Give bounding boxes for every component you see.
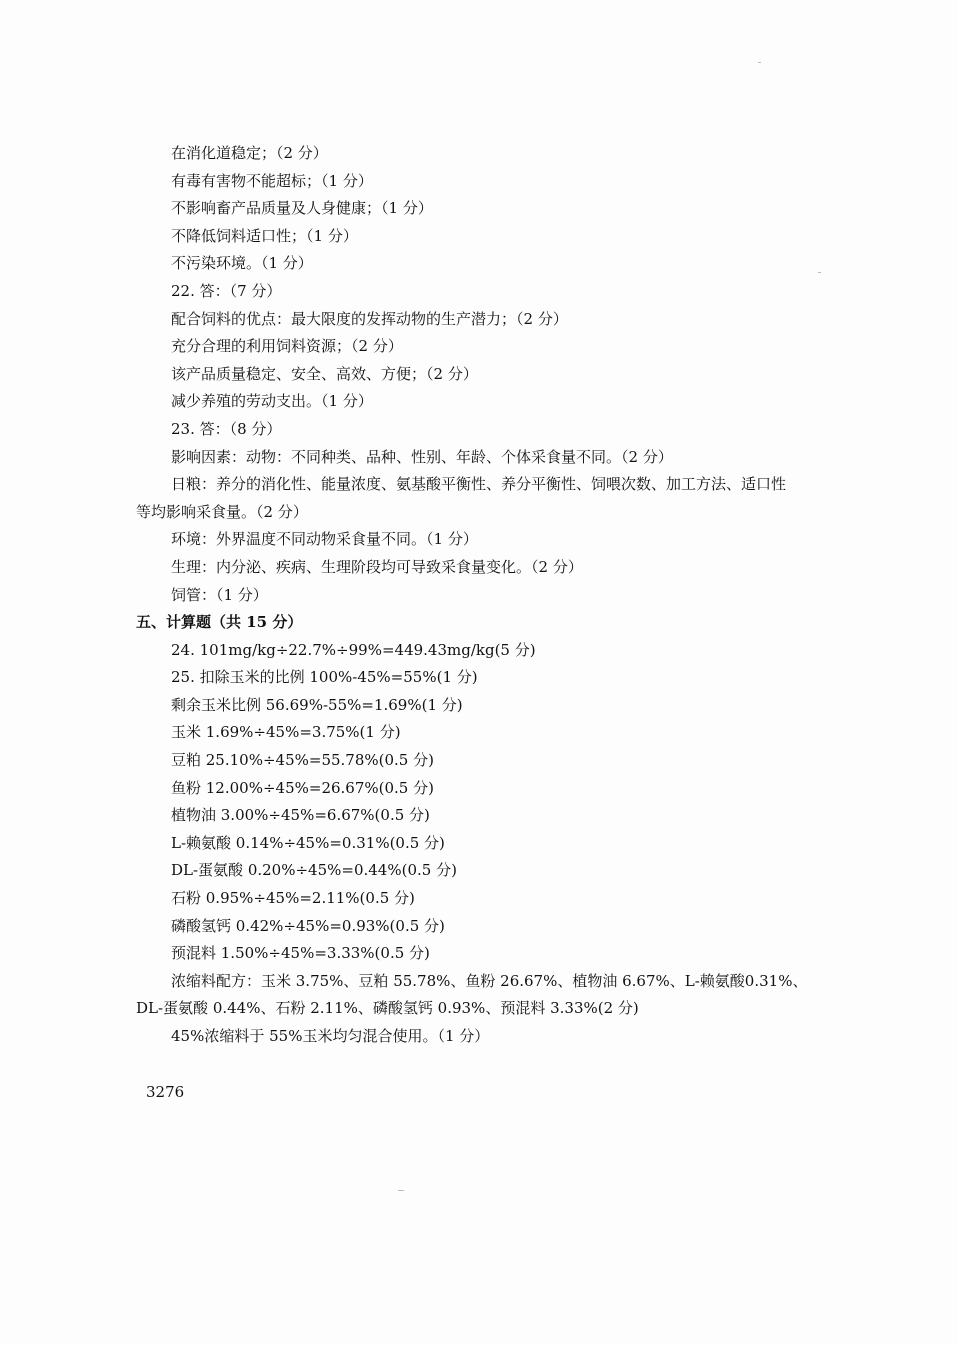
text-line: 不污染环境。（1 分） xyxy=(171,254,313,273)
text-line: 不影响畜产品质量及人身健康；（1 分） xyxy=(171,199,433,218)
page-number: 3276 xyxy=(146,1083,185,1101)
text-line: 鱼粉 12.00%÷45%=26.67%(0.5 分) xyxy=(171,778,434,797)
text-line-continuation: DL-蛋氨酸 0.44%、石粉 2.11%、磷酸氢钙 0.93%、预混料 3.33%(2 分) xyxy=(136,999,639,1018)
text-line: 25. 扣除玉米的比例 100%-45%=55%(1 分) xyxy=(171,668,478,687)
text-line-continuation: 等均影响采食量。（2 分） xyxy=(136,502,308,521)
scan-speck xyxy=(818,272,821,273)
text-line: 浓缩料配方：玉米 3.75%、豆粕 55.78%、鱼粉 26.67%、植物油 6.67%、L-赖氨酸0.31%、 xyxy=(171,971,808,990)
text-line: 有毒有害物不能超标；（1 分） xyxy=(171,171,373,190)
text-line: 45%浓缩料于 55%玉米均匀混合使用。（1 分） xyxy=(171,1027,490,1045)
text-line: 影响因素：动物：不同种类、品种、性别、年龄、个体采食量不同。（2 分） xyxy=(171,447,673,466)
text-line: 剩余玉米比例 56.69%-55%=1.69%(1 分) xyxy=(171,695,463,714)
answer-heading: 23. 答：（8 分） xyxy=(171,419,282,438)
text-line: 石粉 0.95%÷45%=2.11%(0.5 分) xyxy=(171,889,415,908)
text-line: 玉米 1.69%÷45%=3.75%(1 分) xyxy=(171,723,401,742)
text-line: 减少养殖的劳动支出。（1 分） xyxy=(171,392,373,411)
text-line: 24. 101mg/kg÷22.7%÷99%=449.43mg/kg(5 分) xyxy=(171,640,536,659)
text-line: 在消化道稳定；（2 分） xyxy=(171,144,328,162)
text-line: 磷酸氢钙 0.42%÷45%=0.93%(0.5 分) xyxy=(171,916,445,935)
scan-speck xyxy=(758,62,761,63)
text-line: DL-蛋氨酸 0.20%÷45%=0.44%(0.5 分) xyxy=(171,861,457,880)
text-line: 豆粕 25.10%÷45%=55.78%(0.5 分) xyxy=(171,751,434,770)
scan-speck xyxy=(398,1190,404,1191)
answer-heading: 22. 答：（7 分） xyxy=(171,281,282,300)
text-line: 充分合理的利用饲料资源；（2 分） xyxy=(171,337,403,356)
text-line: 日粮：养分的消化性、能量浓度、氨基酸平衡性、养分平衡性、饲喂次数、加工方法、适口性 xyxy=(171,475,787,494)
text-line: 预混料 1.50%÷45%=3.33%(0.5 分) xyxy=(171,944,430,963)
text-line: 环境：外界温度不同动物采食量不同。（1 分） xyxy=(171,530,478,549)
text-line: 饲管：（1 分） xyxy=(171,585,268,604)
document-body xyxy=(0,140,958,1051)
text-line: 该产品质量稳定、安全、高效、方便；（2 分） xyxy=(171,364,478,383)
section-heading: 五、计算题（共 15 分） xyxy=(136,613,303,632)
text-line: 植物油 3.00%÷45%=6.67%(0.5 分) xyxy=(171,806,430,825)
text-line: 生理：内分泌、疾病、生理阶段均可导致采食量变化。（2 分） xyxy=(171,557,583,576)
text-line: 不降低饲料适口性；（1 分） xyxy=(171,226,358,245)
text-line: L-赖氨酸 0.14%÷45%=0.31%(0.5 分) xyxy=(171,833,445,852)
text-line: 配合饲料的优点：最大限度的发挥动物的生产潜力；（2 分） xyxy=(171,309,568,328)
